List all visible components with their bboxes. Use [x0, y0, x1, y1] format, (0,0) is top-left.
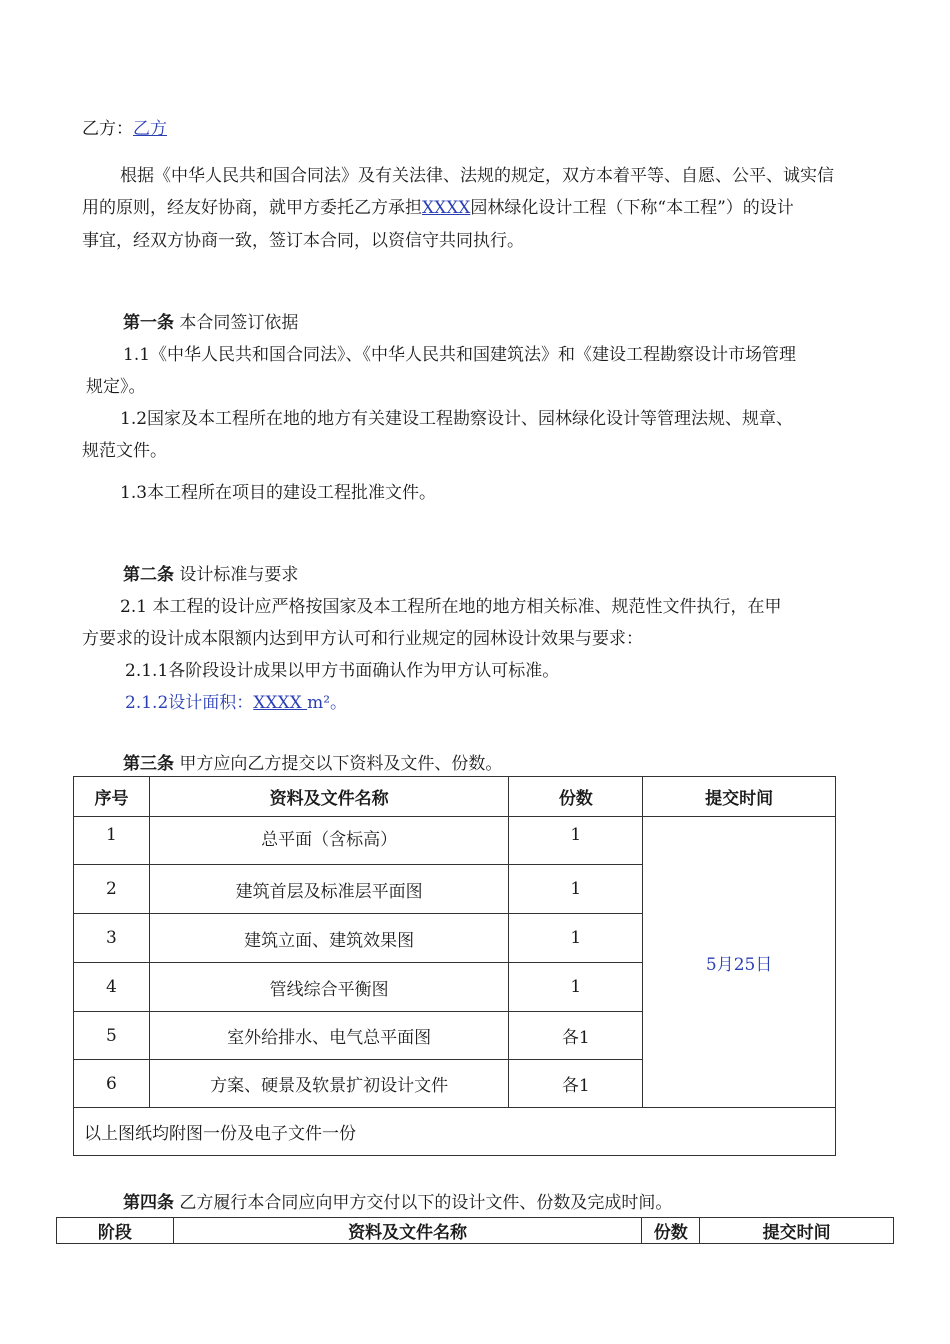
article-2-number: 第二条 [123, 565, 174, 585]
row-index: 3 [74, 914, 150, 963]
table-row [74, 817, 836, 865]
header-time: 提交时间 [700, 1218, 894, 1244]
header-name: 资料及文件名称 [173, 1218, 641, 1244]
clause-2-1-line-1: 2.1 本工程的设计应严格按国家及本工程所在地的地方相关标准、规范性文件执行，在甲 [120, 597, 782, 617]
row-name: 建筑立面、建筑效果图 [149, 914, 509, 963]
clause-2-1-2 [125, 691, 347, 715]
row-name: 建筑首层及标准层平面图 [149, 865, 509, 914]
row-copies: 各1 [509, 1012, 643, 1060]
clause-2-1-2-label: 2.1.2设计面积： [125, 693, 254, 713]
row-name: 方案、硬景及软景扩初设计文件 [149, 1060, 509, 1108]
party-b-line [82, 117, 167, 141]
header-index: 序号 [74, 777, 150, 817]
row-index: 4 [74, 963, 150, 1012]
row-index: 5 [74, 1012, 150, 1060]
row-copies: 1 [509, 865, 643, 914]
intro-line-1: 根据《中华人民共和国合同法》及有关法律、法规的规定，双方本着平等、自愿、公平、诚实信 [120, 166, 834, 186]
article-1-title: 本合同签订依据 [179, 313, 299, 333]
table-header-row [74, 777, 836, 817]
clause-1-3: 1.3本工程所在项目的建设工程批准文件。 [120, 483, 437, 503]
article-4-heading [123, 1191, 672, 1215]
row-index: 1 [74, 817, 150, 865]
design-area-unit: m²。 [307, 693, 348, 713]
article-4-title: 乙方履行本合同应向甲方交付以下的设计文件、份数及完成时间。 [179, 1193, 673, 1213]
row-name: 室外给排水、电气总平面图 [149, 1012, 509, 1060]
party-b-value[interactable]: 乙方 [133, 119, 167, 139]
header-name: 资料及文件名称 [149, 777, 509, 817]
article-3-number: 第三条 [123, 754, 174, 774]
intro-line-2 [82, 196, 794, 220]
article-1-heading [123, 311, 298, 335]
design-area-value[interactable]: XXXX [253, 693, 308, 713]
article-3-title: 甲方应向乙方提交以下资料及文件、份数。 [179, 754, 503, 774]
clause-1-2-line-1: 1.2国家及本工程所在地的地方有关建设工程勘察设计、园林绿化设计等管理法规、规章、 [120, 409, 794, 429]
intro-line-3: 事宜，经双方协商一致，签订本合同，以资信守共同执行。 [82, 231, 524, 251]
article-2-title: 设计标准与要求 [179, 565, 299, 585]
row-copies: 各1 [509, 1060, 643, 1108]
table-note-row [74, 1108, 836, 1156]
row-copies: 1 [509, 963, 643, 1012]
header-copies: 份数 [509, 777, 643, 817]
clause-1-1-line-2: 规定》。 [86, 377, 146, 397]
article-3-heading [123, 752, 502, 776]
header-time: 提交时间 [643, 777, 836, 817]
clause-2-1-line-2: 方要求的设计成本限额内达到甲方认可和行业规定的园林设计效果与要求： [82, 629, 643, 649]
clause-1-1-line-1: 1.1《中华人民共和国合同法》、《中华人民共和国建筑法》和《建设工程勘察设计市场管理 [123, 345, 797, 365]
header-copies: 份数 [642, 1218, 700, 1244]
row-copies: 1 [509, 914, 643, 963]
header-stage: 阶段 [57, 1218, 174, 1244]
intro-line-2-a: 用的原则，经友好协商，就甲方委托乙方承担 [82, 198, 422, 218]
project-name-link[interactable]: XXXX [422, 198, 471, 218]
article-1-number: 第一条 [123, 313, 174, 333]
row-name: 管线综合平衡图 [149, 963, 509, 1012]
article-3-table [73, 776, 836, 1156]
clause-1-2-line-2: 规范文件。 [82, 441, 167, 461]
submit-date: 5月25日 [643, 817, 836, 1108]
clause-2-1-1: 2.1.1各阶段设计成果以甲方书面确认作为甲方认可标准。 [125, 661, 560, 681]
intro-line-2-b: 园林绿化设计工程（下称“本工程”）的设计 [470, 198, 794, 218]
row-index: 2 [74, 865, 150, 914]
article-4-table [56, 1217, 894, 1244]
table-header-row [57, 1218, 894, 1244]
article-2-heading [123, 563, 298, 587]
row-index: 6 [74, 1060, 150, 1108]
row-copies: 1 [509, 817, 643, 865]
article-4-number: 第四条 [123, 1193, 174, 1213]
party-b-label: 乙方： [82, 119, 133, 139]
table-note: 以上图纸均附图一份及电子文件一份 [74, 1108, 836, 1156]
row-name: 总平面（含标高） [149, 817, 509, 865]
